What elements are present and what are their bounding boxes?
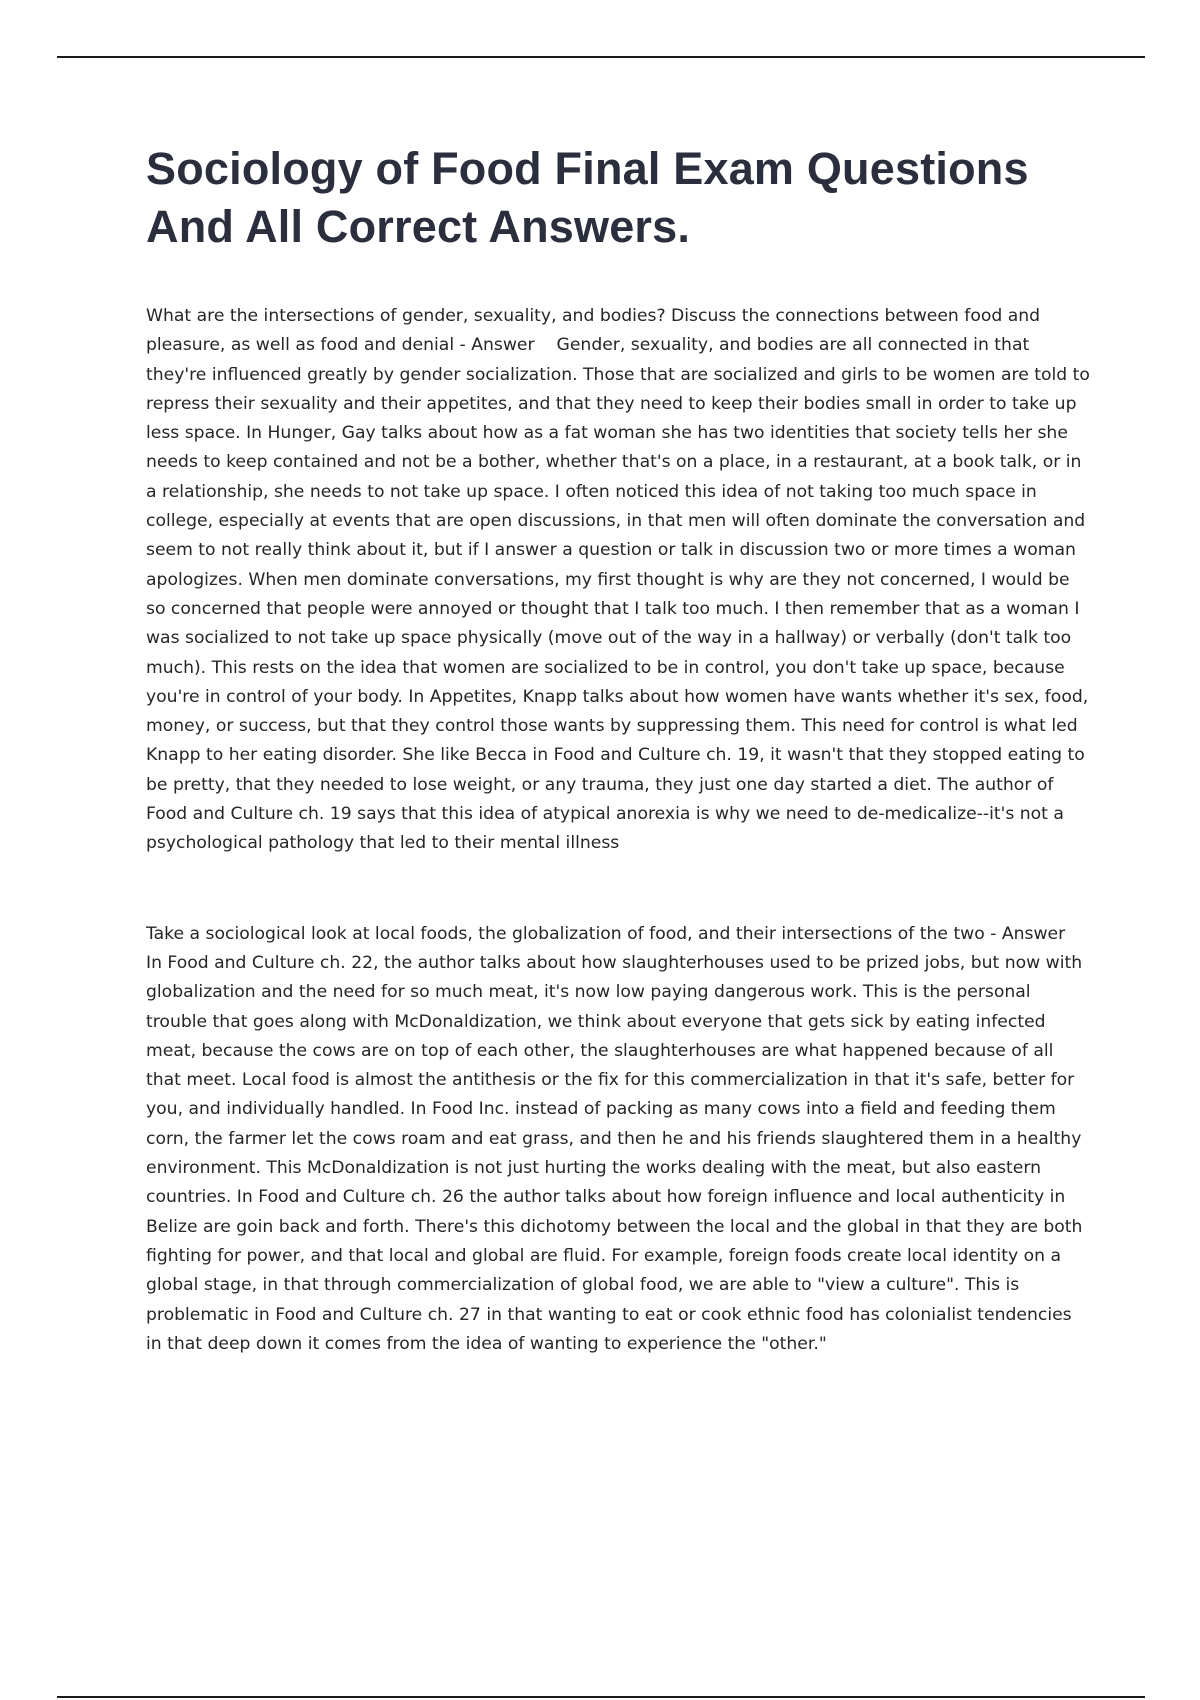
answer-text-1: Gender, sexuality, and bodies are all connected in that they're influenced greatly by gender socialization. Those that are socialized and girls to be women are told to repress their sexuality and their appetites, and that they need to keep their bodies small in order to take up less space. In Hunger, Gay talks about how as a fat woman she has two identities that society tells her she needs to keep contained and not be a bother, whether that's on a place, in a restaurant, at a book talk, or in a relationship, she needs to not take up space. I often noticed this idea of not taking too much space in college, especially at events that are open discussions, in that men will often dominate the conversation and seem to not really think about it, but if I answer a question or talk in discussion two or more times a woman apologizes. When men dominate conversations, my first thought is why are they not concerned, I would be so concerned that people were annoyed or thought that I talk too much. I then remember that as a woman I was socialized to not take up space physically (move out of the way in a hallway) or verbally (don't talk too much). This rests on the idea that women are socialized to be in control, you don't take up space, because you're in control of your body. In Appetites, Knapp talks about how women have wants whether it's sex, food, money, or success, but that they control those wants by suppressing them. This need for control is what led Knapp to her eating disorder. She like Becca in Food and Culture ch. 19, it wasn't that they stopped eating to be pretty, that they needed to lose weight, or any trauma, they just one day started a diet. The author of Food and Culture ch. 19 says that this idea of atypical anorexia is why we need to de-medicalize--it's not a psychological pathology that led to their mental illness — [146, 335, 1090, 854]
question-text-2: Take a sociological look at local foods, the globalization of food, and their intersections of the two - Answer — [146, 923, 1066, 944]
bottom-rule — [57, 1696, 1145, 1698]
answer-text-2: In Food and Culture ch. 22, the author talks about how slaughterhouses used to be prized jobs, but now with globalization and the need for so much meat, it's now low paying dangerous work. This is the personal trouble that goes along with McDonaldization, we think about everyone that gets sick by eating infected meat, because the cows are on top of each other, the slaughterhouses are what happened because of all that meet. Local food is almost the antithesis or the fix for this commercialization in that it's safe, better for you, and individually handled. In Food Inc. instead of packing as many cows into a field and feeding them corn, the farmer let the cows roam and eat grass, and then he and his friends slaughtered them in a healthy environment. This McDonaldization is not just hurting the works dealing with the meat, but also eastern countries. In Food and Culture ch. 26 the author talks about how foreign influence and local authenticity in Belize are goin back and forth. There's this dichotomy between the local and the global in that they are both fighting for power, and that local and global are fluid. For example, foreign foods create local identity on a global stage, in that through commercialization of global food, we are able to "view a culture". This is problematic in Food and Culture ch. 27 in that wanting to eat or cook ethnic food has colonialist tendencies in that deep down it comes from the idea of wanting to experience the "other." — [146, 952, 1083, 1354]
question-text-1: What are the intersections of gender, sexuality, and bodies? Discuss the connections between food and pleasure, as well as food and denial - Answer — [146, 306, 1041, 356]
qa-item-1 — [146, 302, 1091, 859]
document-title: Sociology of Food Final Exam Questions And All Correct Answers. — [146, 143, 1029, 252]
top-rule — [57, 56, 1145, 58]
qa-item-2 — [146, 920, 1091, 1359]
document-body — [146, 140, 1091, 1359]
